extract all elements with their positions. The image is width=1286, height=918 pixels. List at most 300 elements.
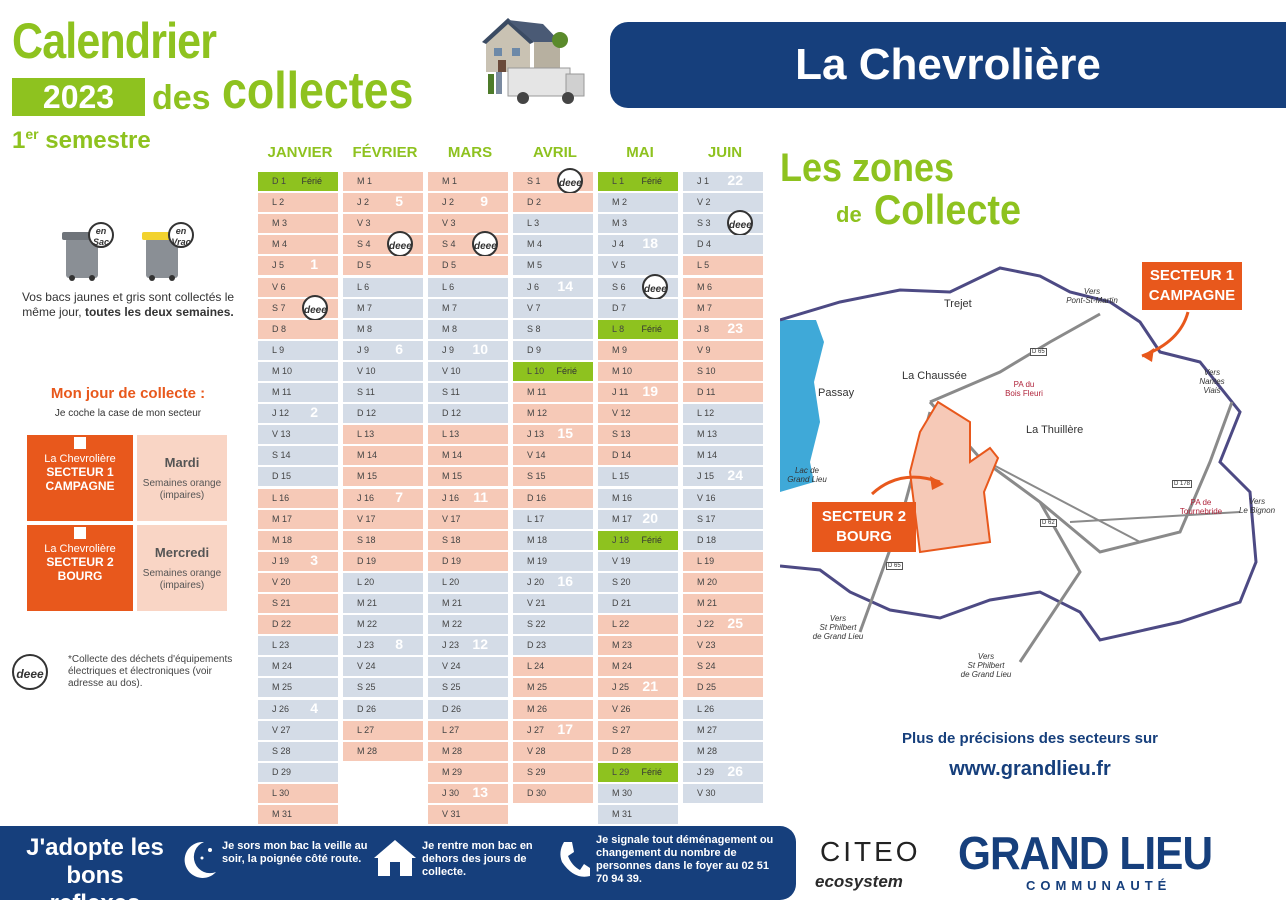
week-number: 13: [472, 783, 488, 800]
week-number: 12: [472, 636, 488, 653]
day-cell: [513, 552, 593, 571]
day-label: M 22: [357, 619, 378, 630]
day-label: M 30: [612, 787, 633, 798]
day-cell: [598, 256, 678, 275]
day-cell: [598, 299, 678, 318]
week-number: 11: [473, 488, 488, 505]
day-label: M 18: [272, 534, 293, 545]
ferie-label: Férié: [641, 534, 662, 545]
day-cell: [343, 489, 423, 508]
day-label: M 28: [357, 745, 378, 756]
day-cell: [513, 446, 593, 465]
day-cell: [683, 299, 763, 318]
day-label: M 19: [527, 555, 548, 566]
day-cell: [598, 172, 678, 191]
day-cell: [513, 510, 593, 529]
vers-nantes: Vers Nantes Viais: [1199, 368, 1225, 395]
day-label: L 24: [527, 661, 545, 672]
week-number: 18: [642, 235, 658, 252]
month-header: JUIN: [707, 144, 743, 161]
day-cell: [258, 362, 338, 381]
day-cell: [513, 763, 593, 782]
day-label: M 21: [442, 598, 463, 608]
day-cell: [343, 214, 423, 233]
day-label: V 19: [612, 555, 631, 566]
tip-rentre: Je rentre mon bac en dehors des jours de collecte.: [422, 840, 533, 878]
week-number: 24: [727, 467, 743, 484]
day-cell: [513, 193, 593, 212]
day-cell: [428, 425, 508, 444]
day-cell: [683, 489, 763, 508]
day-label: S 24: [697, 661, 716, 672]
day-label: V 5: [612, 260, 626, 271]
day-label: M 14: [357, 450, 378, 461]
day-cell: [258, 425, 338, 444]
day-label: M 31: [272, 809, 293, 819]
citeo-logo: CITEO: [820, 836, 921, 867]
month-header: MARS: [447, 144, 493, 161]
week-number: 7: [395, 488, 403, 505]
day-label: M 3: [612, 218, 628, 229]
vers-pont-st-martin: Vers Pont-St-Martin: [1066, 287, 1118, 305]
ferie-label: Férié: [556, 365, 577, 376]
day-label: J 13: [527, 429, 545, 440]
day-cell: [258, 742, 338, 761]
day-cell: [343, 467, 423, 486]
day-label: M 15: [442, 471, 463, 482]
day-cell: [513, 700, 593, 719]
day-label: S 13: [612, 429, 631, 440]
day-cell: [258, 467, 338, 486]
place-trejet: Trejet: [944, 298, 972, 310]
day-cell: [513, 636, 593, 655]
place-chaussee: La Chaussée: [902, 370, 967, 382]
day-cell: [428, 341, 508, 360]
vers-le-bignon: Vers Le Bignon: [1238, 497, 1276, 515]
day-cell: [683, 383, 763, 402]
day-label: M 8: [357, 323, 373, 334]
day-cell: [598, 214, 678, 233]
day-cell: [513, 425, 593, 444]
day-cell: [598, 425, 678, 444]
day-label: M 14: [442, 450, 463, 461]
day-label: J 30: [442, 787, 460, 798]
day-cell: [258, 763, 338, 782]
day-label: M 6: [697, 281, 713, 292]
day-cell: [683, 594, 763, 613]
day-cell: [513, 678, 593, 697]
day-label: V 9: [697, 344, 711, 355]
day-cell: [258, 784, 338, 803]
zones-de: de: [836, 202, 862, 227]
day-cell: [683, 425, 763, 444]
day-cell: [258, 510, 338, 529]
day-cell: [513, 383, 593, 402]
day-label: D 16: [527, 492, 547, 503]
day-label: J 4: [612, 239, 625, 250]
day-cell: [258, 278, 338, 297]
week-number: 26: [727, 762, 743, 779]
day-label: J 26: [272, 703, 290, 714]
road-d65-south: D 65: [888, 563, 901, 569]
day-cell: [513, 172, 593, 191]
day-label: J 12: [272, 408, 290, 419]
day-cell: [513, 299, 593, 318]
day-label: S 6: [612, 281, 626, 292]
day-label: S 10: [697, 365, 716, 376]
day-label: V 10: [442, 365, 461, 376]
sector-1-commune: La Chevrolière: [44, 453, 116, 465]
day-label: L 27: [357, 724, 375, 735]
day-cell: [598, 193, 678, 212]
day-label: D 12: [357, 408, 377, 419]
day-label: M 10: [612, 365, 633, 376]
day-label: D 15: [272, 471, 292, 482]
day-cell: [598, 573, 678, 592]
en-sac-badge: en Sac: [88, 222, 114, 248]
day-cell: [343, 742, 423, 761]
day-cell: [683, 678, 763, 697]
day-label: S 18: [357, 534, 376, 545]
day-label: M 13: [697, 429, 718, 440]
day-cell: [683, 531, 763, 550]
day-label: S 14: [272, 450, 291, 461]
day-cell: [598, 489, 678, 508]
day-label: S 29: [527, 766, 546, 777]
day-cell: [598, 615, 678, 634]
day-label: M 11: [527, 387, 547, 397]
day-cell: [258, 446, 338, 465]
day-cell: [513, 615, 593, 634]
day-cell: [258, 299, 338, 318]
day-cell: [428, 552, 508, 571]
day-cell: [343, 404, 423, 423]
day-label: J 16: [357, 492, 375, 503]
day-cell: [598, 721, 678, 740]
day-label: D 9: [527, 344, 542, 355]
month-header: MAI: [626, 144, 654, 161]
day-label: V 31: [442, 809, 461, 819]
day-label: M 9: [612, 344, 628, 355]
day-label: J 23: [442, 640, 460, 651]
deee-note: *Collecte des déchets d'équipements électriques et électroniques (voir adresse au dos).: [68, 654, 233, 689]
website-link[interactable]: www.grandlieu.fr: [949, 758, 1111, 780]
day-label: D 18: [697, 534, 717, 545]
day-label: D 26: [442, 703, 462, 714]
day-cell: [428, 320, 508, 339]
tip-signale: Je signale tout déménagement ou changement du nombre de personnes dans le foyer au 02 51 70 94 39.: [596, 834, 774, 885]
day-label: D 22: [272, 619, 292, 630]
day-label: M 16: [612, 492, 633, 503]
day-cell: [513, 404, 593, 423]
day-label: M 29: [442, 766, 463, 777]
deee-badge-icon: deee: [472, 231, 498, 257]
info-text: Plus de précisions des secteurs sur: [902, 730, 1158, 747]
day-label: S 25: [442, 682, 461, 693]
day-cell: [343, 510, 423, 529]
day-label: M 12: [527, 408, 548, 419]
day-cell: [513, 341, 593, 360]
day-label: D 7: [612, 302, 627, 313]
commune-name: La Chevrolière: [795, 40, 1101, 89]
day-cell: [428, 510, 508, 529]
day-label: M 26: [527, 703, 548, 714]
day-label: M 5: [527, 260, 543, 271]
day-cell: [598, 341, 678, 360]
sector-1-day: [137, 435, 227, 521]
day-label: D 25: [697, 682, 717, 693]
day-label: J 20: [527, 576, 545, 587]
day-cell: [428, 721, 508, 740]
day-label: S 8: [527, 323, 541, 334]
day-cell: [513, 594, 593, 613]
day-label: J 11: [612, 387, 629, 397]
day-label: M 17: [612, 513, 633, 524]
ferie-label: Férié: [641, 323, 662, 334]
day-label: V 3: [442, 218, 456, 229]
day-cell: [598, 742, 678, 761]
day-cell: [428, 193, 508, 212]
day-label: L 19: [697, 555, 715, 566]
day-cell: [428, 235, 508, 254]
day-cell: [258, 552, 338, 571]
week-number: 2: [310, 404, 318, 421]
day-label: V 14: [527, 450, 546, 461]
week-number: 21: [642, 678, 658, 695]
day-label: V 27: [272, 724, 291, 735]
day-label: S 15: [527, 471, 546, 482]
day-cell: [258, 489, 338, 508]
day-label: L 9: [272, 344, 285, 355]
sector-2-name: BOURG: [57, 569, 103, 583]
day-label: S 4: [357, 239, 371, 250]
day-cell: [598, 700, 678, 719]
day-label: L 22: [612, 619, 630, 630]
secteur-1-label: SECTEUR 1 CAMPAGNE: [1142, 262, 1242, 310]
day-label: M 11: [272, 387, 292, 397]
sector-2-box[interactable]: [27, 525, 133, 611]
day-label: L 8: [612, 323, 625, 334]
day-label: S 21: [272, 598, 291, 608]
day-label: D 19: [357, 555, 377, 566]
week-number: 3: [310, 551, 318, 568]
day-cell: [258, 256, 338, 275]
week-number: 4: [310, 699, 318, 716]
day-label: L 5: [697, 260, 710, 271]
day-label: L 27: [442, 724, 460, 735]
day-cell: [343, 425, 423, 444]
day-label: M 21: [697, 598, 718, 608]
day-label: J 27: [527, 724, 545, 735]
day-label: S 28: [272, 745, 291, 756]
day-label: D 2: [527, 197, 542, 208]
day-cell: [343, 446, 423, 465]
vers-st-philbert-1: Vers St Philbert de Grand Lieu: [812, 614, 864, 641]
day-label: L 26: [697, 703, 715, 714]
day-label: V 21: [527, 598, 546, 608]
day-cell: [513, 235, 593, 254]
day-cell: [513, 721, 593, 740]
day-label: V 23: [697, 640, 716, 651]
day-cell: [343, 636, 423, 655]
day-label: M 10: [272, 365, 293, 376]
day-cell: [428, 636, 508, 655]
sector-2-weeks: Semaines orange (impaires): [142, 568, 222, 591]
day-cell: [343, 278, 423, 297]
day-label: J 2: [442, 197, 455, 208]
deee-badge-icon: deee: [642, 274, 668, 300]
day-label: S 20: [612, 576, 631, 587]
day-cell: [258, 404, 338, 423]
day-label: J 2: [357, 197, 370, 208]
day-cell: [683, 341, 763, 360]
day-label: D 30: [527, 787, 547, 798]
day-cell: [598, 805, 678, 824]
day-cell: [683, 636, 763, 655]
sector-1-box[interactable]: [27, 435, 133, 521]
week-number: 16: [557, 572, 573, 589]
sector-1-checkbox[interactable]: [74, 437, 86, 449]
day-cell: [683, 742, 763, 761]
day-label: J 8: [697, 323, 710, 334]
day-cell: [598, 636, 678, 655]
title-calendrier: Calendrier: [12, 13, 217, 69]
day-label: V 24: [442, 661, 461, 672]
phone-icon: [556, 838, 592, 882]
day-label: J 22: [697, 619, 715, 630]
day-label: V 2: [697, 197, 711, 208]
day-label: M 22: [442, 619, 463, 630]
day-cell: [428, 657, 508, 676]
day-cell: [683, 784, 763, 803]
road-d65-north: D 65: [1032, 349, 1045, 355]
day-label: M 31: [612, 809, 633, 819]
day-cell: [598, 784, 678, 803]
day-label: S 27: [612, 724, 631, 735]
day-cell: [258, 700, 338, 719]
day-cell: [343, 615, 423, 634]
day-label: M 3: [272, 218, 288, 229]
lac-grand-lieu: Lac de Grand Lieu: [787, 466, 827, 484]
day-cell: [513, 278, 593, 297]
day-cell: [343, 552, 423, 571]
day-cell: [343, 700, 423, 719]
grand-lieu-communaute: COMMUNAUTÉ: [1026, 878, 1172, 893]
ferie-label: Férié: [301, 176, 322, 186]
day-cell: [258, 341, 338, 360]
day-cell: [598, 446, 678, 465]
day-cell: [683, 552, 763, 571]
day-label: M 4: [527, 239, 543, 250]
place-passay: Passay: [818, 387, 855, 399]
day-label: D 26: [357, 703, 377, 714]
day-cell: [343, 657, 423, 676]
day-label: M 17: [272, 513, 293, 524]
day-cell: [428, 256, 508, 275]
day-cell: [513, 362, 593, 381]
day-label: M 24: [272, 661, 293, 672]
day-label: J 23: [357, 640, 375, 651]
day-cell: [683, 256, 763, 275]
day-label: S 17: [697, 513, 716, 524]
deee-badge-icon: deee: [727, 210, 753, 236]
day-label: M 20: [697, 576, 718, 587]
day-cell: [258, 615, 338, 634]
day-cell: [258, 320, 338, 339]
day-cell: [343, 299, 423, 318]
day-cell: [343, 193, 423, 212]
day-label: D 23: [527, 640, 547, 651]
day-label: D 21: [612, 598, 632, 608]
day-label: L 2: [272, 197, 285, 208]
sector-2-checkbox[interactable]: [74, 527, 86, 539]
day-cell: [343, 362, 423, 381]
day-cell: [598, 320, 678, 339]
day-label: D 11: [697, 387, 716, 397]
day-cell: [598, 362, 678, 381]
day-label: J 29: [697, 766, 715, 777]
title-des: des: [152, 79, 211, 117]
day-cell: [428, 383, 508, 402]
day-cell: [513, 657, 593, 676]
week-number: 9: [480, 193, 488, 210]
place-thuillere: La Thuillère: [1026, 424, 1084, 436]
day-label: S 18: [442, 534, 461, 545]
sector-2-day-name: Mercredi: [154, 545, 210, 560]
day-cell: [598, 678, 678, 697]
day-cell: [513, 531, 593, 550]
zones-collecte: Collecte: [874, 186, 1022, 233]
day-cell: [598, 235, 678, 254]
day-label: V 3: [357, 218, 371, 229]
title-semestre: 1er semestre: [12, 126, 151, 154]
week-number: 23: [727, 319, 743, 336]
day-cell: [428, 362, 508, 381]
day-label: S 11: [357, 387, 375, 397]
day-label: S 4: [442, 239, 456, 250]
day-label: J 5: [272, 260, 285, 271]
deee-badge-icon: deee: [387, 231, 413, 257]
day-cell: [683, 467, 763, 486]
day-label: V 26: [612, 703, 631, 714]
day-label: L 12: [697, 408, 715, 419]
day-label: D 5: [357, 260, 372, 271]
day-label: D 4: [697, 239, 712, 250]
week-number: 17: [557, 720, 573, 737]
day-cell: [513, 784, 593, 803]
pa-tournebride: PA de Tournebride: [1179, 498, 1223, 516]
day-label: V 13: [272, 429, 291, 440]
day-label: V 24: [357, 661, 376, 672]
week-number: 15: [557, 425, 573, 442]
day-label: M 7: [357, 302, 373, 313]
day-cell: [598, 467, 678, 486]
day-cell: [598, 383, 678, 402]
day-cell: [428, 615, 508, 634]
day-cell: [513, 467, 593, 486]
day-label: S 3: [697, 218, 711, 229]
day-cell: [513, 320, 593, 339]
day-label: D 28: [612, 745, 632, 756]
footer-title: J'adopte les bons reflexes: [26, 834, 164, 917]
day-cell: [343, 383, 423, 402]
day-label: L 6: [442, 281, 455, 292]
week-number: 6: [395, 340, 403, 357]
day-label: D 19: [442, 555, 462, 566]
week-number: 19: [642, 383, 658, 399]
ferie-label: Férié: [641, 766, 662, 777]
day-label: J 25: [612, 682, 630, 693]
